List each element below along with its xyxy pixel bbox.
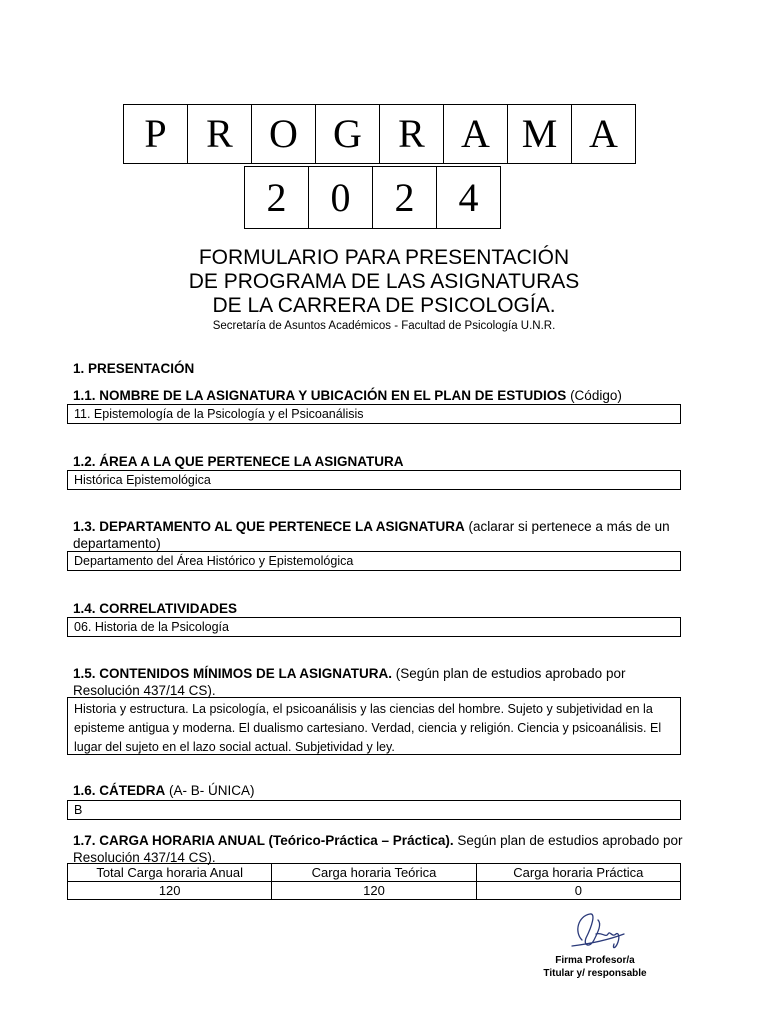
form-subtitle: Secretaría de Asuntos Académicos - Facultad de Psicología U.N.R. bbox=[212, 320, 556, 332]
form-heading-line-3: DE LA CARRERA DE PSICOLOGÍA. bbox=[212, 294, 556, 317]
table-row bbox=[68, 882, 681, 900]
signature-caption-line-1: Firma Profesor/a bbox=[555, 955, 635, 966]
table-cell: 0 bbox=[476, 882, 680, 900]
title-programa bbox=[123, 104, 636, 164]
title-letter: O bbox=[251, 104, 316, 164]
table-header: Carga horaria Práctica bbox=[476, 864, 680, 882]
title-letter: P bbox=[123, 104, 188, 164]
title-letter: A bbox=[443, 104, 508, 164]
table-header: Total Carga horaria Anual bbox=[68, 864, 272, 882]
field-1-3-value: Departamento del Área Histórico y Epistemológica bbox=[67, 551, 681, 571]
hours-table bbox=[67, 863, 681, 900]
title-letter: R bbox=[379, 104, 444, 164]
form-heading-line-2: DE PROGRAMA DE LAS ASIGNATURAS bbox=[188, 270, 580, 293]
field-1-6-value: B bbox=[67, 800, 681, 820]
table-header-row bbox=[68, 864, 681, 882]
title-year bbox=[244, 166, 501, 229]
field-1-1-value: 11. Epistemología de la Psicología y el Psicoanálisis bbox=[67, 404, 681, 424]
title-letter: M bbox=[507, 104, 572, 164]
field-1-1-label: 1.1. NOMBRE DE LA ASIGNATURA Y UBICACIÓN EN EL PLAN DE ESTUDIOS (Código) bbox=[73, 388, 622, 403]
year-digit: 0 bbox=[308, 166, 373, 229]
title-letter: R bbox=[187, 104, 252, 164]
table-header: Carga horaria Teórica bbox=[272, 864, 476, 882]
field-1-5-value: Historia y estructura. La psicología, el psicoanálisis y las ciencias del hombre. Sujeto y subjetividad en la episteme antigua y moderna. El dualismo cartesiano. Verdad, ciencia y religión. Ciencia y psicoanálisis. El lugar del sujeto en el lazo social actual. Subjetividad y ley. bbox=[67, 697, 681, 755]
field-1-7-label: 1.7. CARGA HORARIA ANUAL (Teórico-Práctica – Práctica). Según plan de estudios aprobado por Resolución 437/14 CS). bbox=[73, 833, 683, 865]
table-cell: 120 bbox=[68, 882, 272, 900]
year-digit: 2 bbox=[244, 166, 309, 229]
field-1-2-label: 1.2. ÁREA A LA QUE PERTENECE LA ASIGNATURA bbox=[73, 454, 404, 469]
table-cell: 120 bbox=[272, 882, 476, 900]
title-letter: A bbox=[571, 104, 636, 164]
title-letter: G bbox=[315, 104, 380, 164]
field-1-5-label: 1.5. CONTENIDOS MÍNIMOS DE LA ASIGNATURA. (Según plan de estudios aprobado por Resolución 437/14 CS). bbox=[73, 666, 626, 698]
field-1-4-label: 1.4. CORRELATIVIDADES bbox=[73, 601, 238, 616]
year-digit: 4 bbox=[436, 166, 501, 229]
form-heading-line-1: FORMULARIO PARA PRESENTACIÓN bbox=[198, 246, 570, 269]
field-1-4-value: 06. Historia de la Psicología bbox=[67, 617, 681, 637]
field-1-3-label: 1.3. DEPARTAMENTO AL QUE PERTENECE LA ASIGNATURA (aclarar si pertenece a más de un departamento) bbox=[73, 519, 670, 551]
handwritten-signature bbox=[568, 910, 628, 954]
field-1-2-value: Histórica Epistemológica bbox=[67, 470, 681, 490]
signature-caption-line-2: Titular y/ responsable bbox=[543, 968, 647, 979]
field-1-6-label: 1.6. CÁTEDRA (A- B- ÚNICA) bbox=[73, 783, 255, 798]
section-title: 1. PRESENTACIÓN bbox=[73, 361, 195, 376]
year-digit: 2 bbox=[372, 166, 437, 229]
